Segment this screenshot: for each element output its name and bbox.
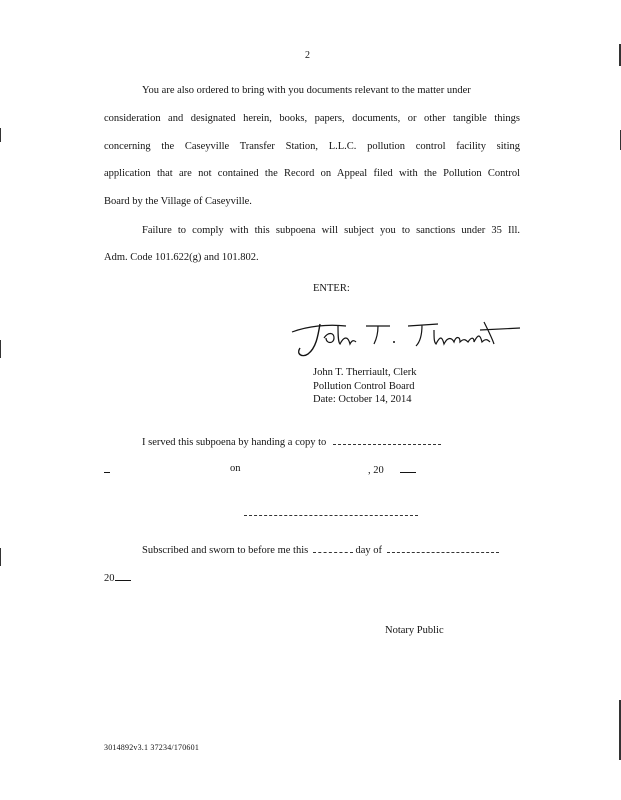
sworn-year-prefix: 20 <box>104 573 115 584</box>
service-statement <box>142 434 441 449</box>
scan-edge-mark-left <box>0 128 1 142</box>
page-number: 2 <box>305 50 310 61</box>
sworn-year-line <box>104 570 131 585</box>
signer-date: Date: October 14, 2014 <box>313 394 412 405</box>
paragraph-line: application that are not contained the Record on Appeal filed with the Pollution Control <box>104 168 520 179</box>
service-year-prefix: , 20 <box>368 465 384 476</box>
paragraph-line: consideration and designated herein, books, papers, documents, or other tangible things <box>104 113 520 124</box>
sworn-day-label: day of <box>355 545 383 556</box>
served-location-blank <box>104 462 110 473</box>
paragraph-line: Adm. Code 101.622(g) and 101.802. <box>104 252 259 263</box>
server-signature-blank <box>244 505 418 516</box>
scan-edge-mark-left <box>0 548 1 566</box>
service-year-blank <box>400 462 416 473</box>
signer-name: John T. Therriault, Clerk <box>313 367 417 378</box>
sworn-day-blank <box>313 542 353 553</box>
service-year-label <box>368 462 416 477</box>
paragraph-line: Board by the Village of Caseyville. <box>104 196 252 207</box>
paragraph-line: You are also ordered to bring with you documents relevant to the matter under <box>142 85 471 96</box>
sworn-month-blank <box>387 542 499 553</box>
notary-label: Notary Public <box>385 625 444 636</box>
service-on-label: on <box>230 463 241 474</box>
paragraph-line: Failure to comply with this subpoena will subject you to sanctions under 35 Ill. <box>142 225 520 236</box>
served-person-blank <box>333 434 441 445</box>
service-date-line <box>104 462 110 477</box>
paragraph-line: concerning the Caseyville Transfer Station, L.L.C. pollution control facility siting <box>104 141 520 152</box>
service-statement-text: I served this subpoena by handing a copy to <box>142 437 327 448</box>
sworn-statement <box>142 542 499 557</box>
scan-edge-mark-left <box>0 340 1 358</box>
server-signature-line <box>244 505 418 520</box>
signer-organization: Pollution Control Board <box>313 381 415 392</box>
enter-label: ENTER: <box>313 283 350 294</box>
document-footer-id: 3014892v3.1 37234/170601 <box>104 743 200 752</box>
sworn-text: Subscribed and sworn to before me this <box>142 545 309 556</box>
sworn-year-blank <box>115 570 131 581</box>
signature-icon <box>288 318 523 362</box>
